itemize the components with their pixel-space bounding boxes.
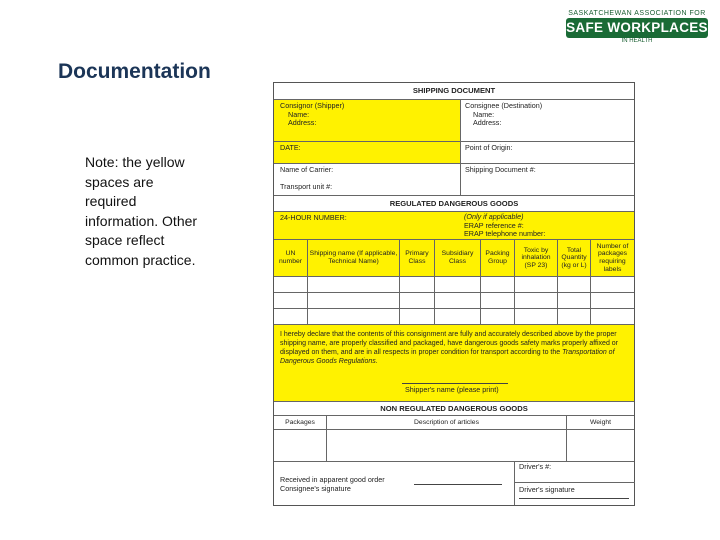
declaration-text xyxy=(280,330,628,366)
erap-ref-label: ERAP reference #: xyxy=(464,220,524,230)
carrier-label: Name of Carrier: xyxy=(280,165,334,174)
col-divider xyxy=(566,430,567,462)
col-packages: Packages xyxy=(285,418,315,426)
consignee-signature-line xyxy=(414,484,502,485)
consignee-name-label: Name: xyxy=(473,109,495,119)
declaration-body: I hereby declare that the contents of this consignment are fully and accurately described above by the proper shipping name, are properly classified and packaged, have dangerous goods safety marks properly affixed or displayed on them, and are in all respects in proper condition for transport according to the xyxy=(280,331,619,356)
nonreg-column-header-row xyxy=(274,415,634,429)
consignee-section xyxy=(460,99,634,141)
date-section xyxy=(274,141,460,163)
nonregulated-header: NON REGULATED DANGEROUS GOODS xyxy=(274,401,634,415)
col-divider xyxy=(399,277,400,325)
receipt-section xyxy=(274,461,514,505)
only-if-label: (Only if applicable) xyxy=(464,212,524,221)
carrier-section xyxy=(274,163,460,195)
consignee-label: Consignee (Destination) xyxy=(465,101,543,110)
received-label: Received in apparent good order xyxy=(280,475,385,484)
col-toxic: Toxic by inhalation (SP 23) xyxy=(514,240,557,276)
col-divider xyxy=(590,277,591,325)
col-divider xyxy=(514,277,515,325)
hour24-label: 24-HOUR NUMBER: xyxy=(280,213,347,222)
shipping-doc-section xyxy=(460,163,634,195)
row-divider xyxy=(274,308,634,309)
row-divider xyxy=(515,482,635,483)
consignor-section xyxy=(274,99,460,141)
driver-signature-line xyxy=(519,498,629,499)
col-divider xyxy=(307,277,308,325)
erap-section xyxy=(460,211,634,239)
col-divider xyxy=(480,277,481,325)
erap-tel-label: ERAP telephone number: xyxy=(464,229,546,239)
consignor-address-label: Address: xyxy=(288,118,317,128)
origin-label: Point of Origin: xyxy=(465,143,513,152)
col-number-of-packages: Number of packages requiring labels xyxy=(590,240,634,276)
row-divider xyxy=(274,292,634,293)
dg-empty-rows xyxy=(274,276,634,324)
col-divider xyxy=(557,277,558,325)
form-title: SHIPPING DOCUMENT xyxy=(412,86,496,95)
declaration-regulation: Transportation of Dangerous Goods Regulations. xyxy=(280,349,615,365)
declaration-section xyxy=(274,324,634,401)
shipper-signature-line xyxy=(402,383,508,384)
nonreg-empty-rows xyxy=(274,429,634,461)
driver-number-label: Driver's #: xyxy=(519,462,552,471)
logo-top-text: SASKATCHEWAN ASSOCIATION FOR xyxy=(568,10,706,17)
regulated-header: REGULATED DANGEROUS GOODS xyxy=(274,195,634,211)
consignor-name-label: Name: xyxy=(288,109,310,119)
consignor-label: Consignor (Shipper) xyxy=(280,101,345,110)
logo-main-text: SAFE WORKPLACES xyxy=(566,18,708,38)
shipper-name-label: Shipper's name (please print) xyxy=(405,385,499,394)
col-shipping-name: Shipping name (If applicable, Technical Name) xyxy=(307,240,399,276)
consignee-signature-label: Consignee's signature xyxy=(280,484,351,493)
col-packing-group: Packing Group xyxy=(480,240,514,276)
note-text: Note: the yellow spaces are required information. Other space reflect common practice. xyxy=(85,154,198,268)
col-total-quantity: Total Quantity (kg or L) xyxy=(557,240,590,276)
driver-section xyxy=(514,461,634,505)
col-subsidiary-class: Subsidiary Class xyxy=(434,240,480,276)
col-un-number: UN number xyxy=(278,250,303,265)
logo xyxy=(566,10,708,46)
col-primary-class: Primary Class xyxy=(399,240,434,276)
transport-unit-label: Transport unit #: xyxy=(280,181,333,191)
origin-section xyxy=(460,141,634,163)
col-weight: Weight xyxy=(566,416,634,429)
col-description: Description of articles xyxy=(326,416,566,429)
col-divider xyxy=(326,430,327,462)
slide-title: Documentation xyxy=(58,60,211,83)
col-divider xyxy=(434,277,435,325)
hour24-section xyxy=(274,211,460,239)
dg-column-header-row xyxy=(274,239,634,276)
logo-bottom-text: IN HEALTH xyxy=(621,38,653,44)
driver-signature-label: Driver's signature xyxy=(519,485,575,494)
shipping-document-form xyxy=(273,82,635,506)
consignee-address-label: Address: xyxy=(473,118,502,128)
date-label: DATE: xyxy=(280,143,301,152)
shipping-doc-label: Shipping Document #: xyxy=(465,165,536,174)
